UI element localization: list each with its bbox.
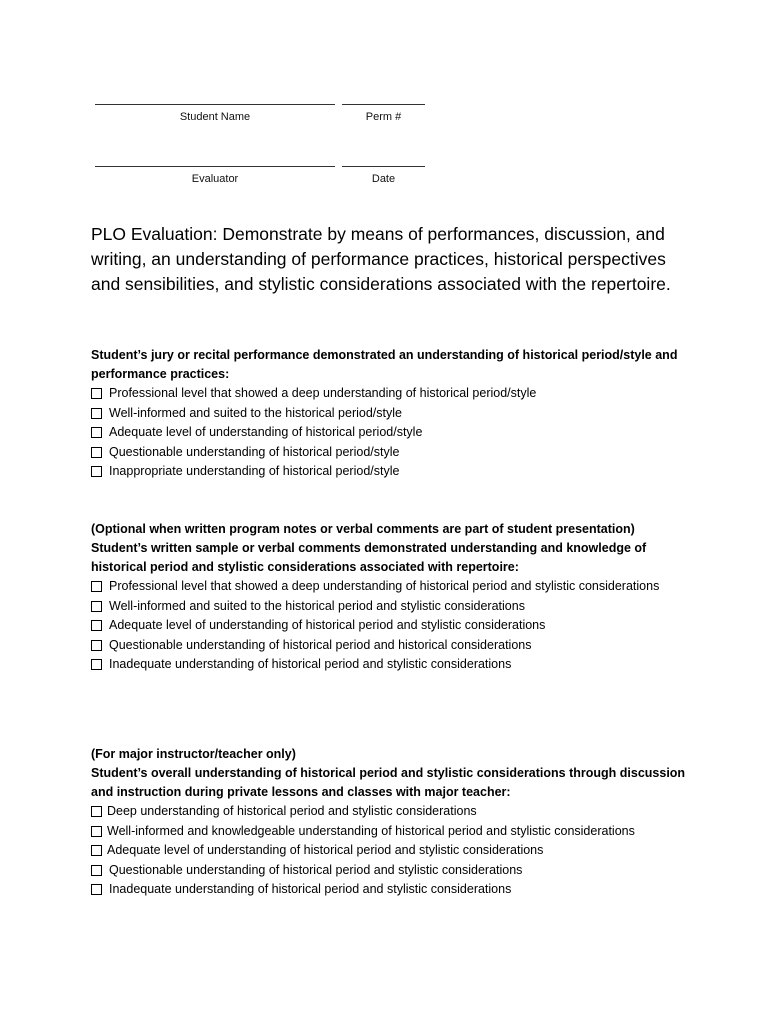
option-well-informed[interactable] (91, 404, 691, 424)
section-heading: Student’s jury or recital performance demonstrated an understanding of historical period/style and performance practices: (91, 348, 678, 381)
option-questionable[interactable] (91, 636, 691, 656)
checkbox-icon[interactable] (91, 865, 102, 876)
checkbox-icon[interactable] (91, 427, 102, 438)
option-adequate[interactable] (91, 423, 691, 443)
checkbox-icon[interactable] (91, 845, 102, 856)
written-sample-section (91, 520, 691, 675)
option-well-informed[interactable] (91, 597, 691, 617)
option-label: Inadequate understanding of historical period and stylistic considerations (109, 882, 512, 896)
option-label: Inadequate understanding of historical period and stylistic considerations (109, 657, 512, 671)
checkbox-icon[interactable] (91, 826, 102, 837)
student-name-label: Student Name (179, 111, 251, 123)
option-label: Adequate level of understanding of historical period and stylistic considerations (109, 618, 546, 632)
option-inappropriate[interactable] (91, 462, 691, 482)
option-label: Questionable understanding of historical period and historical considerations (109, 637, 532, 652)
option-label: Well-informed and suited to the historical period/style (109, 405, 402, 420)
option-label: Inappropriate understanding of historical period/style (109, 464, 400, 478)
checkbox-icon[interactable] (91, 806, 102, 817)
checkbox-icon[interactable] (91, 640, 102, 651)
perm-number-line[interactable] (342, 104, 425, 105)
option-adequate[interactable] (91, 841, 691, 861)
evaluator-label: Evaluator (191, 173, 239, 185)
option-professional[interactable] (91, 577, 691, 597)
section-note: (Optional when written program notes or verbal comments are part of student presentation) (91, 522, 635, 536)
student-name-line[interactable] (95, 104, 335, 105)
section-heading: Student’s overall understanding of historical period and stylistic considerations through discussion and instruction during private lessons and classes with major teacher: (91, 766, 686, 799)
option-label: Questionable understanding of historical period and stylistic considerations (109, 862, 523, 877)
checkbox-icon[interactable] (91, 620, 102, 631)
option-label: Questionable understanding of historical period/style (109, 444, 400, 459)
option-label: Well-informed and suited to the historical period and stylistic considerations (109, 598, 525, 613)
option-questionable[interactable] (91, 443, 691, 463)
date-line[interactable] (342, 166, 425, 167)
date-label: Date (371, 173, 396, 185)
option-label: Professional level that showed a deep understanding of historical period/style (109, 386, 537, 400)
option-label: Well-informed and knowledgeable understanding of historical period and stylistic considerations (107, 823, 635, 838)
option-inadequate[interactable] (91, 880, 691, 900)
section-heading: Student’s written sample or verbal comments demonstrated understanding and knowledge of historical period and stylistic considerations associated with repertoire: (91, 541, 647, 574)
option-label: Deep understanding of historical period and stylistic considerations (107, 804, 477, 818)
checkbox-icon[interactable] (91, 659, 102, 670)
checkbox-icon[interactable] (91, 581, 102, 592)
performance-section (91, 346, 691, 482)
perm-number-label: Perm # (365, 111, 402, 123)
option-professional[interactable] (91, 384, 691, 404)
option-label: Adequate level of understanding of historical period and stylistic considerations (107, 843, 544, 857)
option-label: Professional level that showed a deep understanding of historical period and stylistic considerations (109, 579, 660, 593)
checkbox-icon[interactable] (91, 408, 102, 419)
checkbox-icon[interactable] (91, 601, 102, 612)
checkbox-icon[interactable] (91, 447, 102, 458)
page-title: PLO Evaluation: Demonstrate by means of performances, discussion, and writing, an understanding of performance practices, historical perspectives and sensibilities, and stylistic considerations associated with the repertoire. (91, 224, 671, 294)
checkbox-icon[interactable] (91, 388, 102, 399)
section-note: (For major instructor/teacher only) (91, 747, 296, 761)
option-adequate[interactable] (91, 616, 691, 636)
option-label: Adequate level of understanding of historical period/style (109, 425, 423, 439)
option-well-informed[interactable] (91, 822, 691, 842)
checkbox-icon[interactable] (91, 466, 102, 477)
option-inadequate[interactable] (91, 655, 691, 675)
option-questionable[interactable] (91, 861, 691, 881)
checkbox-icon[interactable] (91, 884, 102, 895)
major-instructor-section (91, 745, 691, 900)
option-deep[interactable] (91, 802, 691, 822)
evaluator-line[interactable] (95, 166, 335, 167)
